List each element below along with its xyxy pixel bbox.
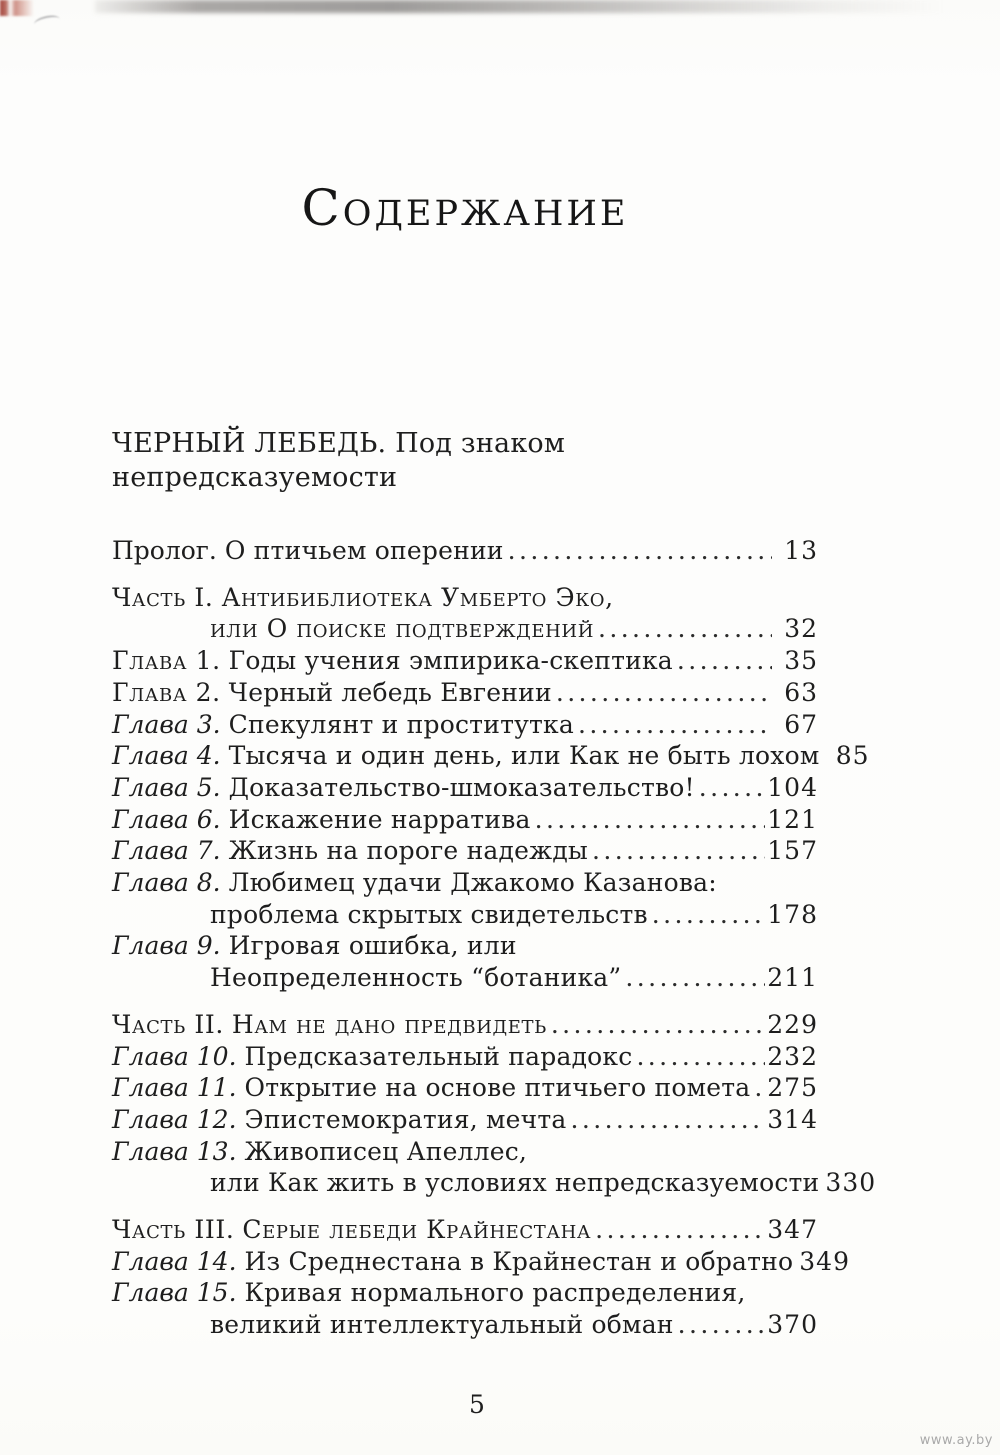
toc-entry-title: Живописец Апеллес, bbox=[244, 1136, 528, 1166]
toc-entry-line bbox=[112, 867, 818, 899]
toc-entry-label: Глава 1. bbox=[112, 646, 221, 676]
toc-entry-title: Нам не дано предвидеть bbox=[231, 1009, 547, 1039]
leader-dots bbox=[699, 772, 766, 804]
toc-entry bbox=[112, 582, 818, 645]
toc-page-number: 13 bbox=[784, 536, 818, 565]
toc-entry-title: Неопределенность “ботаника” bbox=[210, 963, 622, 993]
toc-entry-continuation-line bbox=[112, 899, 818, 931]
leader-dots bbox=[595, 1214, 765, 1246]
toc-entry-label: Глава 7. bbox=[112, 836, 221, 866]
leader-dots bbox=[578, 709, 772, 741]
toc-entry-label: Глава 2. bbox=[112, 677, 221, 707]
toc-entry-line bbox=[112, 677, 818, 709]
toc-entry-continuation-line bbox=[112, 1167, 877, 1199]
toc-entry-label: Глава 13. bbox=[112, 1136, 237, 1166]
toc-page-number: 314 bbox=[767, 1104, 818, 1134]
toc-entry-title: Антибиблиотека Умберто Эко, bbox=[221, 582, 614, 612]
toc-entry-title: Тысяча и один день, или Как не быть лохом bbox=[228, 741, 820, 771]
toc-entry bbox=[112, 1136, 877, 1199]
toc-entry-line bbox=[112, 1277, 818, 1309]
toc-entry bbox=[112, 1041, 818, 1073]
toc-page-number: 330 bbox=[825, 1168, 877, 1198]
toc-page-number: 211 bbox=[767, 963, 818, 993]
toc-entry bbox=[112, 709, 818, 741]
toc-entry-line bbox=[112, 645, 818, 677]
toc-page-number: 121 bbox=[767, 804, 818, 834]
leader-dots bbox=[636, 1041, 765, 1073]
toc-entry-label: Часть III. bbox=[112, 1215, 235, 1245]
toc-entry-line bbox=[112, 772, 818, 804]
toc-entry-label: Глава 6. bbox=[112, 804, 221, 834]
toc-page-number: 229 bbox=[767, 1009, 818, 1039]
toc-entry bbox=[112, 740, 870, 772]
toc-entry bbox=[112, 1214, 818, 1246]
toc-entry-label: Часть I. bbox=[112, 582, 214, 612]
toc-entry-label: Глава 11. bbox=[112, 1073, 237, 1103]
toc-entry-label: Глава 4. bbox=[112, 741, 221, 771]
leader-dots bbox=[556, 677, 772, 709]
toc-entry-line bbox=[112, 740, 870, 772]
toc-entry-label: Глава 8. bbox=[112, 868, 221, 898]
toc-page-number: 349 bbox=[799, 1246, 850, 1276]
toc-entry-title: Кривая нормального распределения, bbox=[244, 1278, 746, 1308]
toc-entry-line bbox=[112, 582, 818, 614]
toc-entry-continuation-line bbox=[112, 962, 818, 994]
toc-entry-line bbox=[112, 535, 818, 567]
toc-entry-label: Глава 10. bbox=[112, 1041, 237, 1071]
leader-dots bbox=[678, 1309, 766, 1341]
toc-page-number: 232 bbox=[767, 1041, 818, 1071]
toc-entry-label: Глава 3. bbox=[112, 709, 221, 739]
toc-entry-title: Открытие на основе птичьего помета bbox=[244, 1073, 751, 1103]
leader-dots bbox=[625, 962, 765, 994]
toc-entry-title: Любимец удачи Джакомо Казанова: bbox=[228, 868, 717, 898]
page-title: Содержание bbox=[301, 179, 629, 237]
toc-entry bbox=[112, 804, 818, 836]
toc-entry-title: Из Среднестана в Крайнестан и обратно bbox=[244, 1246, 794, 1276]
toc-entry-title: Искажение нарратива bbox=[228, 804, 531, 834]
toc-entry-title: Предсказательный парадокс bbox=[244, 1041, 633, 1071]
toc-page-number: 370 bbox=[767, 1310, 818, 1340]
scan-pencil-squiggle bbox=[33, 13, 61, 29]
toc-entry bbox=[112, 1009, 818, 1041]
toc-entry-label: Глава 5. bbox=[112, 772, 221, 802]
toc-entry bbox=[112, 930, 818, 993]
toc-entry-label: Часть II. bbox=[112, 1009, 224, 1039]
toc-entry-label: Глава 9. bbox=[112, 931, 221, 961]
toc-page-number: 85 bbox=[835, 741, 870, 771]
toc-page-number: 347 bbox=[767, 1215, 818, 1245]
leader-dots bbox=[571, 1104, 766, 1136]
toc-entry-title: Спекулянт и проститутка bbox=[228, 709, 574, 739]
toc-entry-label: Глава 12. bbox=[112, 1104, 237, 1134]
toc-page-number: 178 bbox=[767, 899, 818, 929]
leader-dots bbox=[754, 1072, 765, 1104]
toc-entry bbox=[112, 1277, 818, 1340]
watermark-text: www.ay.by bbox=[919, 1433, 993, 1448]
toc-entry bbox=[112, 772, 818, 804]
toc-entry-continuation-line bbox=[112, 1309, 818, 1341]
toc-page-number: 104 bbox=[767, 772, 818, 802]
toc-entry-label: Глава 15. bbox=[112, 1278, 237, 1308]
toc-page-number: 32 bbox=[784, 614, 818, 644]
toc-list bbox=[112, 535, 877, 1341]
toc-entry-title: Жизнь на пороге надежды bbox=[228, 836, 589, 866]
toc-page-number: 67 bbox=[784, 709, 818, 739]
toc-entry-line bbox=[112, 835, 818, 867]
toc-entry-title: Годы учения эмпирика-скептика bbox=[228, 646, 673, 676]
toc-entry bbox=[112, 835, 818, 867]
toc-entry-line bbox=[112, 1104, 818, 1136]
toc-entry-line bbox=[112, 1041, 818, 1073]
toc-entry-title: Черный лебедь Евгении bbox=[228, 677, 552, 707]
toc-entry-title: проблема скрытых свидетельств bbox=[210, 899, 648, 929]
leader-dots bbox=[677, 645, 772, 677]
leader-dots bbox=[592, 835, 765, 867]
toc-entry-line bbox=[112, 1246, 850, 1278]
toc-entry-title: великий интеллектуальный обман bbox=[210, 1310, 674, 1340]
toc-entry-line bbox=[112, 804, 818, 836]
leader-dots bbox=[652, 899, 765, 931]
toc-entry-line bbox=[112, 1072, 818, 1104]
toc-entry-line bbox=[112, 930, 818, 962]
toc-entry-continuation-line bbox=[112, 613, 818, 645]
toc-entry-title: Серые лебеди Крайнестана bbox=[242, 1215, 592, 1245]
toc-page-number: 275 bbox=[767, 1073, 818, 1103]
folio-page-number: 5 bbox=[469, 1389, 485, 1419]
page-content bbox=[112, 0, 877, 1419]
scan-mark-red bbox=[0, 0, 34, 16]
toc-entry-label: Пролог. bbox=[112, 536, 217, 565]
toc-entry bbox=[112, 645, 818, 677]
toc-entry-title: О птичьем оперении bbox=[224, 536, 504, 565]
leader-dots bbox=[508, 535, 772, 567]
toc-entry-title: Доказательство-шмоказательство! bbox=[228, 772, 695, 802]
toc-entry bbox=[112, 1072, 818, 1104]
toc-entry-label: Глава 14. bbox=[112, 1246, 237, 1276]
book-subtitle: ЧЕРНЫЙ ЛЕБЕДЬ. Под знаком непредсказуемости bbox=[112, 428, 566, 493]
toc-entry bbox=[112, 1246, 850, 1278]
toc-page-number: 157 bbox=[767, 836, 818, 866]
toc-entry-title: Эпистемократия, мечта bbox=[244, 1104, 567, 1134]
toc-entry bbox=[112, 1104, 818, 1136]
toc-entry-title: или О поиске подтверждений bbox=[210, 614, 595, 644]
toc-entry bbox=[112, 535, 818, 567]
toc-entry bbox=[112, 677, 818, 709]
toc-page-number: 63 bbox=[784, 677, 818, 707]
toc-entry-line bbox=[112, 1214, 818, 1246]
toc-entry-title: или Как жить в условиях непредсказуемости bbox=[210, 1168, 820, 1198]
toc-entry-title: Игровая ошибка, или bbox=[228, 931, 517, 961]
toc-entry bbox=[112, 867, 818, 930]
toc-page-number: 35 bbox=[784, 646, 818, 676]
leader-dots bbox=[535, 804, 766, 836]
leader-dots bbox=[598, 613, 772, 645]
toc-entry-line bbox=[112, 1136, 818, 1168]
toc-entry-line bbox=[112, 1009, 818, 1041]
toc-entry-line bbox=[112, 709, 818, 741]
leader-dots bbox=[551, 1009, 765, 1041]
